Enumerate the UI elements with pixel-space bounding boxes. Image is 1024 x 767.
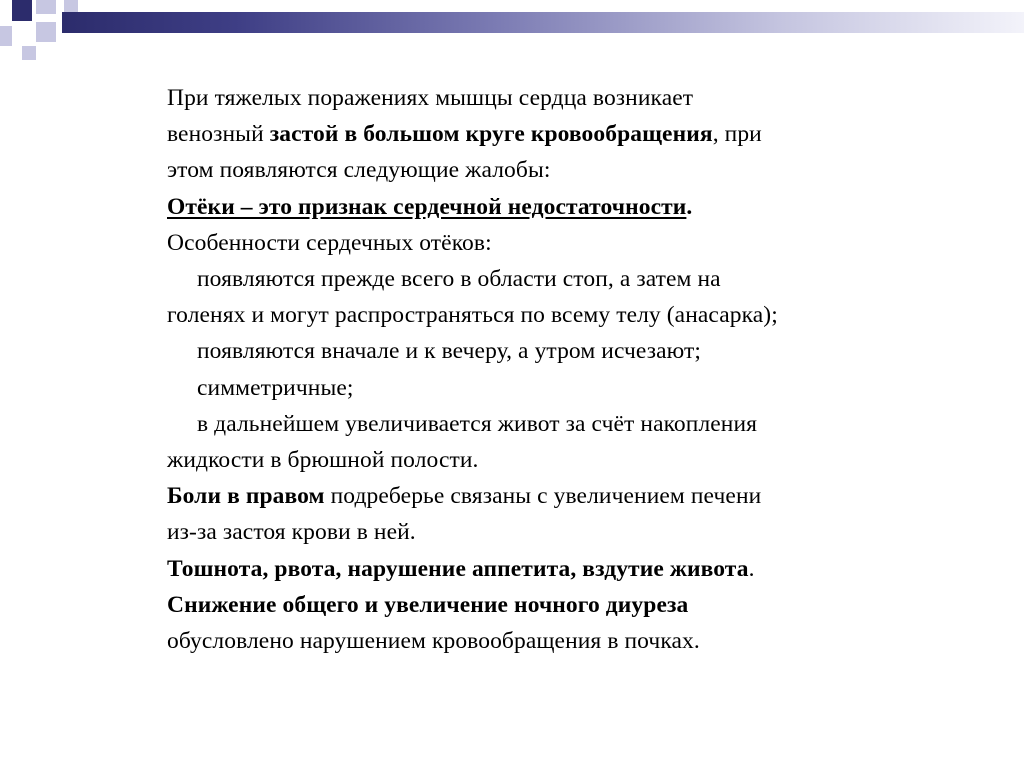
slide-body xyxy=(167,80,967,659)
pain-line xyxy=(167,478,967,514)
bold-text: Тошнота, рвота, нарушение аппетита, вздутие живота xyxy=(167,555,749,582)
text-fragment: . xyxy=(686,193,693,220)
feature-item: симметричные; xyxy=(197,374,354,401)
diuresis-line: Снижение общего и увеличение ночного диуреза xyxy=(167,591,689,618)
text-line xyxy=(167,116,967,152)
decorative-header xyxy=(0,0,1024,70)
text-line: При тяжелых поражениях мышцы сердца возникает xyxy=(167,85,694,111)
nausea-line xyxy=(167,551,967,587)
text-line: из-за застоя крови в ней. xyxy=(167,519,416,546)
feature-item: в дальнейшем увеличивается живот за счёт накопления xyxy=(197,410,758,437)
edema-heading-text: Отёки – это признак сердечной недостаточности xyxy=(167,193,687,220)
text-fragment: , при xyxy=(712,121,762,148)
features-intro: Особенности сердечных отёков: xyxy=(167,229,492,256)
deco-square xyxy=(36,22,56,42)
feature-item-continued: жидкости в брюшной полости. xyxy=(167,447,479,474)
feature-item: появляются прежде всего в области стоп, а затем на xyxy=(197,266,721,293)
text-line: этом появляются следующие жалобы: xyxy=(167,157,551,184)
text-fragment: подреберье связаны с увеличением печени xyxy=(324,483,762,510)
edema-heading xyxy=(167,189,967,225)
feature-item: появляются вначале и к вечеру, а утром исчезают; xyxy=(197,338,702,365)
deco-square xyxy=(22,46,36,60)
text-fragment: венозный xyxy=(167,121,270,148)
deco-square xyxy=(0,26,12,46)
text-line: обусловлено нарушением кровообращения в почках. xyxy=(167,628,700,655)
header-gradient-bar xyxy=(62,12,1024,33)
deco-square xyxy=(12,0,32,21)
bold-text: застой в большом круге кровообращения xyxy=(269,121,713,148)
deco-square xyxy=(36,0,56,14)
bold-text: Боли в правом xyxy=(167,483,325,510)
feature-item-continued: голенях и могут распространяться по всему телу (анасарка); xyxy=(167,302,778,329)
text-fragment: . xyxy=(748,555,755,582)
